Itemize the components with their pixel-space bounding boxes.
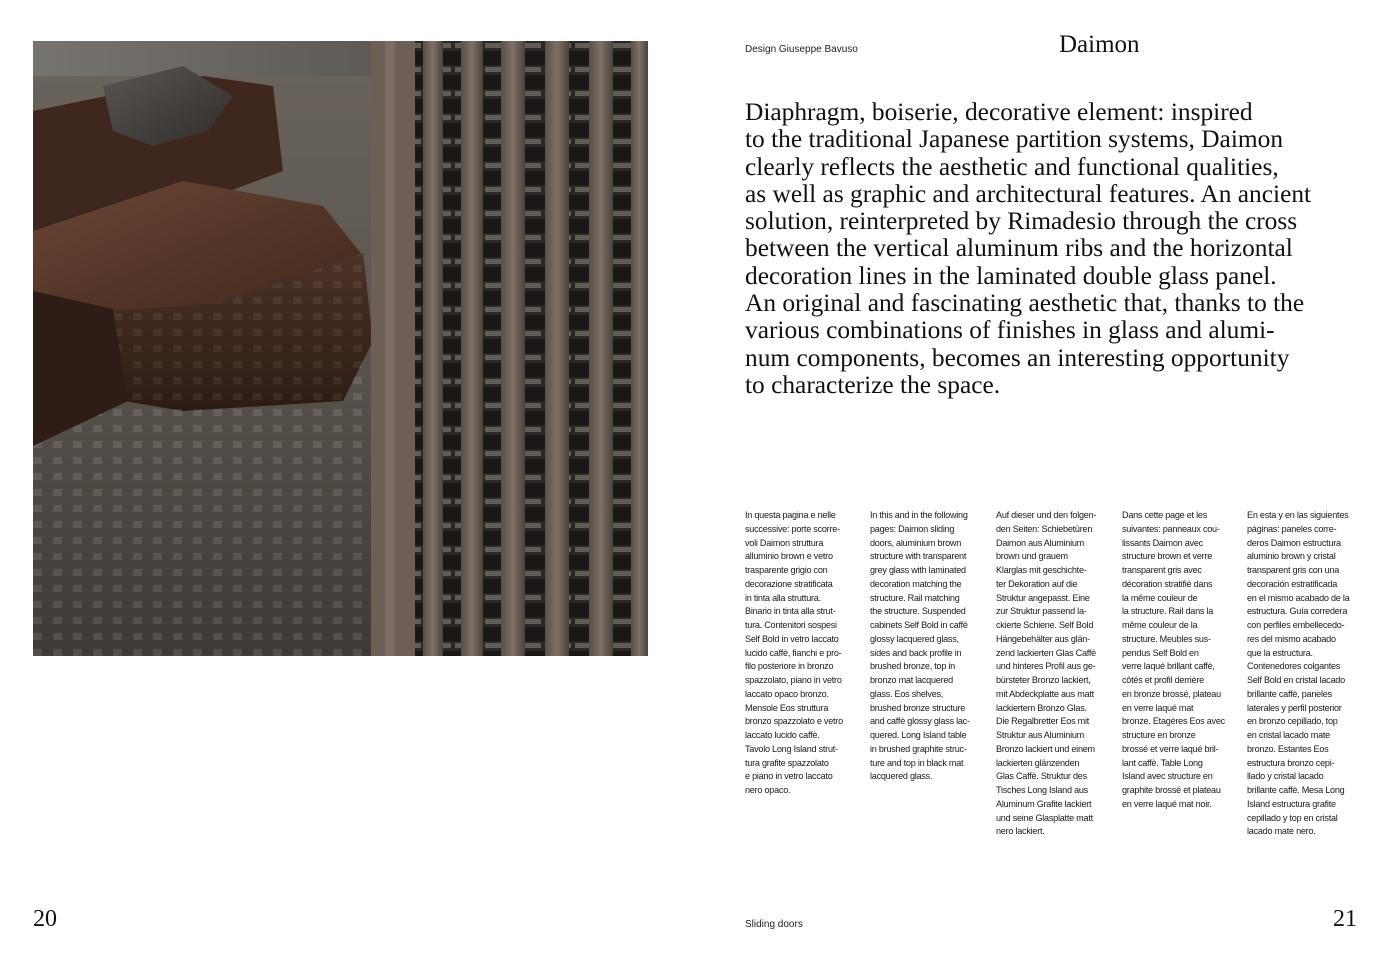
column-italian bbox=[745, 509, 865, 798]
column-line: glass. Eos shelves, bbox=[870, 688, 944, 699]
column-line: glossy lacquered glass, bbox=[870, 633, 959, 644]
column-line: doors, aluminium brown bbox=[870, 537, 962, 548]
intro-line: decoration lines in the laminated double glass panel. bbox=[745, 261, 1277, 290]
column-line: nero lackiert. bbox=[996, 826, 1045, 837]
column-line: En esta y en las siguientes bbox=[1247, 510, 1349, 520]
column-line: décoration stratifié dans bbox=[1122, 578, 1213, 589]
column-line: lackierten glänzenden bbox=[996, 757, 1080, 768]
column-line: transparent gris con una bbox=[1247, 565, 1340, 575]
column-line: bronzo. Estantes Eos bbox=[1247, 743, 1329, 754]
column-line: laccato opaco bronzo. bbox=[745, 688, 829, 699]
column-german bbox=[996, 509, 1116, 839]
column-line: decoración estratificada bbox=[1247, 578, 1338, 589]
column-line: laccato lucido caffè. bbox=[745, 730, 820, 740]
column-line: structure with transparent bbox=[870, 551, 967, 562]
column-line: und hinteres Profil aus ge- bbox=[996, 661, 1096, 672]
column-line: grey glass with laminated bbox=[870, 565, 966, 575]
column-line: lucido caffè, fianchi e pro- bbox=[745, 647, 842, 658]
column-line: spazzolato, piano in vetro bbox=[745, 675, 842, 685]
column-line: in tinta alla struttura. bbox=[745, 592, 821, 603]
column-line: brushed bronze structure bbox=[870, 702, 966, 713]
column-line: Glas Caffè. Struktur des bbox=[996, 771, 1087, 782]
column-line: Dans cette page et les bbox=[1122, 510, 1207, 520]
column-line: den Seiten: Schiebetüren bbox=[996, 523, 1093, 534]
column-line: verre laqué brillant caffè, bbox=[1122, 661, 1215, 672]
column-line: ture and top in black mat bbox=[870, 757, 964, 768]
column-line: cepillado y top en cristal bbox=[1247, 812, 1338, 823]
column-line: In questa pagina e nelle bbox=[745, 510, 836, 520]
column-line: Tavolo Long Island strut- bbox=[745, 743, 838, 754]
column-line: côtés et profil derrière bbox=[1122, 675, 1204, 685]
column-line: bronzo spazzolato e vetro bbox=[745, 716, 843, 727]
column-line: Struktur aus Aluminium bbox=[996, 730, 1084, 740]
column-line: la même couleur de bbox=[1122, 592, 1198, 603]
column-line: und seine Glasplatte matt bbox=[996, 812, 1093, 823]
column-line: zur Struktur passend la- bbox=[996, 606, 1087, 617]
column-line: en el mismo acabado de la bbox=[1247, 592, 1350, 603]
column-line: aluminio brown y cristal bbox=[1247, 551, 1336, 562]
column-line: and caffè glossy glass lac- bbox=[870, 716, 970, 727]
column-line: que la estructura. bbox=[1247, 647, 1313, 658]
column-line: Auf dieser und den folgen- bbox=[996, 510, 1097, 520]
column-line: lackiertem Bronzo Glas. bbox=[996, 702, 1087, 713]
column-line: decorazione stratificata bbox=[745, 578, 833, 589]
column-line: Self Bold in vetro laccato bbox=[745, 633, 839, 644]
column-line: structure. Meubles sus- bbox=[1122, 633, 1211, 644]
column-line: Island avec structure en bbox=[1122, 771, 1213, 782]
column-line: structure brown et verre bbox=[1122, 551, 1213, 562]
column-french bbox=[1122, 509, 1242, 812]
column-line: Binario in tinta alla strut- bbox=[745, 606, 836, 617]
column-line: laterales y perfil posterior bbox=[1247, 702, 1342, 713]
column-line: alluminio brown e vetro bbox=[745, 551, 833, 562]
column-line: zend lackierten Glas Caffè bbox=[996, 647, 1096, 658]
intro-line: num components, becomes an interesting opportunity bbox=[745, 343, 1290, 372]
designer-credit: Design Giuseppe Bavuso bbox=[745, 44, 858, 55]
product-title: Daimon bbox=[1059, 31, 1140, 58]
column-line: la structure. Rail dans la bbox=[1122, 606, 1214, 617]
column-line: páginas: paneles corre- bbox=[1247, 523, 1337, 534]
wall bbox=[33, 41, 393, 76]
intro-line: Diaphragm, boiserie, decorative element: inspired bbox=[745, 98, 1253, 126]
column-line: graphite brossé et plateau bbox=[1122, 785, 1221, 795]
column-line: bürsteter Bronzo lackiert, bbox=[996, 675, 1091, 685]
column-line: quered. Long Island table bbox=[870, 730, 967, 740]
column-line: llado y cristal lacado bbox=[1247, 771, 1324, 782]
column-line: Self Bold en cristal lacado bbox=[1247, 675, 1345, 685]
column-line: suivantes: panneaux cou- bbox=[1122, 523, 1220, 534]
photo-illustration bbox=[33, 41, 648, 656]
column-line: Mensole Eos struttura bbox=[745, 702, 829, 713]
column-line: brillante caffè, paneles bbox=[1247, 688, 1332, 699]
column-line: Struktur angepasst. Eine bbox=[996, 592, 1090, 603]
column-line: tura. Contenitori sospesi bbox=[745, 620, 837, 630]
column-line: In this and in the following bbox=[870, 510, 968, 520]
column-line: in brushed graphite struc- bbox=[870, 743, 967, 754]
intro-line: solution, reinterpreted by Rimadesio through the cross bbox=[745, 207, 1298, 236]
page-number-right: 21 bbox=[1333, 906, 1357, 932]
intro-line: as well as graphic and architectural features. An ancient bbox=[745, 179, 1312, 208]
column-line: tura grafite spazzolato bbox=[745, 757, 829, 768]
page-number-left: 20 bbox=[33, 906, 57, 932]
column-line: deros Daimon estructura bbox=[1247, 537, 1341, 548]
intro-paragraph bbox=[745, 99, 1370, 399]
column-line: lissants Daimon avec bbox=[1122, 537, 1203, 548]
product-photo bbox=[33, 41, 648, 656]
column-line: pages: Daimon sliding bbox=[870, 523, 955, 534]
column-line: trasparente grigio con bbox=[745, 565, 828, 575]
column-line: structure en bronze bbox=[1122, 730, 1196, 740]
column-line: lacado mate nero. bbox=[1247, 826, 1316, 837]
intro-line: clearly reflects the aesthetic and functional qualities, bbox=[745, 152, 1279, 181]
intro-line: between the vertical aluminum ribs and the horizontal bbox=[745, 234, 1293, 263]
column-line: en verre laqué mat noir. bbox=[1122, 798, 1212, 809]
column-line: estructura bronzo cepi- bbox=[1247, 757, 1335, 768]
column-line: voli Daimon struttura bbox=[745, 537, 824, 548]
column-line: bronzo mat lacquered bbox=[870, 675, 953, 685]
column-line: Island estructura grafite bbox=[1247, 798, 1336, 809]
column-line: structure. Rail matching bbox=[870, 592, 960, 603]
column-line: en bronzo cepillado, top bbox=[1247, 716, 1338, 727]
column-line: e piano in vetro laccato bbox=[745, 771, 833, 782]
column-spanish bbox=[1247, 509, 1367, 839]
column-line: lacquered glass. bbox=[870, 771, 933, 782]
column-line: decoration matching the bbox=[870, 578, 962, 589]
section-label: Sliding doors bbox=[745, 919, 803, 930]
column-line: en verre laqué mat bbox=[1122, 702, 1194, 713]
column-line: Klarglas mit geschichte- bbox=[996, 565, 1087, 575]
column-line: Aluminum Grafite lackiert bbox=[996, 798, 1092, 809]
column-line: estructura. Guía corredera bbox=[1247, 606, 1348, 617]
column-line: bronze. Etagères Eos avec bbox=[1122, 716, 1225, 727]
column-line: Die Regalbretter Eos mit bbox=[996, 716, 1090, 727]
column-line: nero opaco. bbox=[745, 785, 791, 795]
column-line: en cristal lacado mate bbox=[1247, 730, 1330, 740]
column-line: sides and back profile in bbox=[870, 647, 962, 658]
column-line: Tisches Long Island aus bbox=[996, 785, 1088, 795]
column-line: brushed bronze, top in bbox=[870, 661, 955, 672]
column-line: pendus Self Bold en bbox=[1122, 647, 1199, 658]
intro-line: to the traditional Japanese partition systems, Daimon bbox=[745, 125, 1284, 154]
intro-line: to characterize the space. bbox=[745, 370, 1001, 399]
column-line: brillante caffè. Mesa Long bbox=[1247, 785, 1345, 795]
intro-line: An original and fascinating aesthetic that, thanks to the bbox=[745, 289, 1305, 318]
column-line: mit Abdeckplatte aus matt bbox=[996, 688, 1094, 699]
column-line: en bronze brossé, plateau bbox=[1122, 688, 1221, 699]
column-line: Hängebehälter aus glän- bbox=[996, 633, 1090, 644]
column-line: res del mismo acabado bbox=[1247, 633, 1336, 644]
column-line: Contenedores colgantes bbox=[1247, 661, 1341, 672]
column-line: the structure. Suspended bbox=[870, 606, 966, 617]
column-line: lant caffè. Table Long bbox=[1122, 757, 1203, 768]
column-line: con perfiles embellecedo- bbox=[1247, 620, 1345, 630]
column-line: successive: porte scorre- bbox=[745, 523, 840, 534]
intro-line: various combinations of finishes in glass and alumi- bbox=[745, 316, 1275, 345]
column-line: brossé et verre laqué bril- bbox=[1122, 743, 1219, 754]
column-line: cabinets Self Bold in caffè bbox=[870, 620, 968, 630]
column-line: brown und grauem bbox=[996, 551, 1068, 562]
column-line: transparent gris avec bbox=[1122, 565, 1202, 575]
column-english bbox=[870, 509, 990, 784]
door-glass bbox=[415, 41, 648, 656]
column-line: ter Dekoration auf die bbox=[996, 578, 1078, 589]
column-line: Bronzo lackiert und einem bbox=[996, 743, 1095, 754]
column-line: ckierte Schiene. Self Bold bbox=[996, 620, 1094, 630]
column-line: filo posteriore in bronzo bbox=[745, 661, 834, 672]
column-line: Daimon aus Aluminium bbox=[996, 537, 1084, 548]
column-line: même couleur de la bbox=[1122, 620, 1198, 630]
